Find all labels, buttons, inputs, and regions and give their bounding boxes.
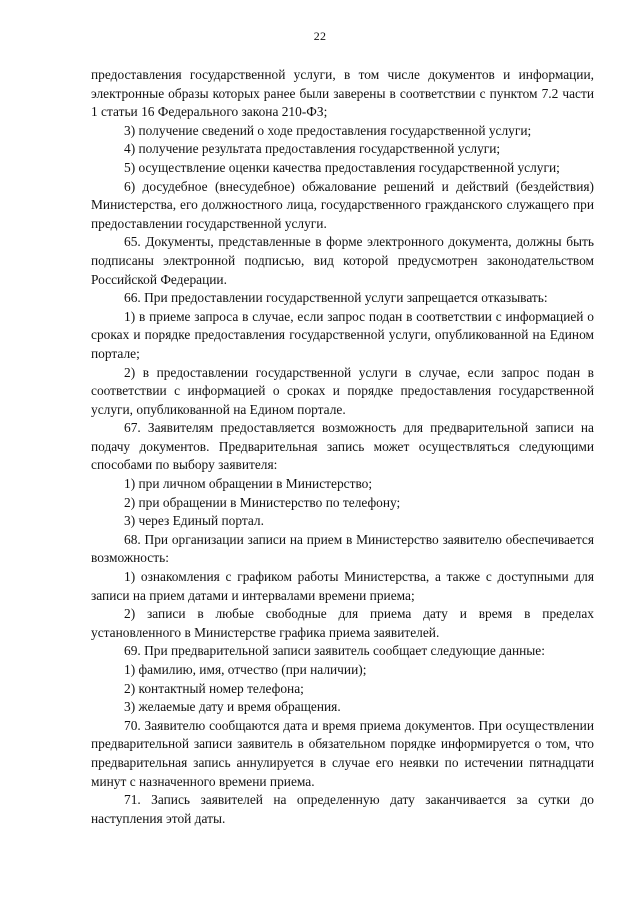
- paragraph-69: 69. При предварительной записи заявитель сообщает следующие данные:: [124, 643, 545, 659]
- list-item: 1) ознакомления с графиком работы Министерства, а также с доступными для записи на прием датами и интервалами времени приема;: [91, 569, 594, 603]
- list-item: 1) фамилию, имя, отчество (при наличии);: [124, 662, 367, 677]
- paragraph-67: 67. Заявителям предоставляется возможность для предварительной записи на подачу документов. Предварительная запись может осуществляться следующими способами по выбору заявителя:: [91, 420, 594, 473]
- document-body: [91, 66, 594, 828]
- list-item: 4) получение результата предоставления государственной услуги;: [124, 141, 501, 157]
- list-item: 1) в приеме запроса в случае, если запрос подан в соответствии с информацией о сроках и порядке предоставления государственной услуги, опубликованной на Едином портале;: [91, 308, 594, 361]
- paragraph-continuation: предоставления государственной услуги, в том числе документов и информации, электронные образы которых ранее были заверены в соответствии с пунктом 7.2 части 1 статьи 16 Федерального закона 210-ФЗ;: [91, 67, 594, 120]
- page-number: 22: [313, 29, 327, 43]
- list-item: 5) осуществление оценки качества предоставления государственной услуги;: [124, 159, 560, 175]
- paragraph-68: 68. При организации записи на прием в Министерство заявителю обеспечивается возможность:: [91, 531, 594, 566]
- list-item: 2) при обращении в Министерство по телефону;: [124, 494, 401, 510]
- list-item: 3) получение сведений о ходе предоставления государственной услуги;: [124, 122, 532, 138]
- list-item: 3) желаемые дату и время обращения.: [124, 699, 341, 715]
- list-item: 2) контактный номер телефона;: [124, 680, 304, 696]
- paragraph-71: 71. Запись заявителей на определенную дату заканчивается за сутки до наступления этой даты.: [91, 792, 594, 826]
- paragraph-65: 65. Документы, представленные в форме электронного документа, должны быть подписаны электронной подписью, вид которой предусмотрен законодательством Российской Федерации.: [91, 234, 594, 287]
- list-item: 2) в предоставлении государственной услуги в случае, если запрос подан в соответствии с информацией о сроках и порядке предоставления государственной услуги, опубликованной на Едином портале.: [91, 364, 594, 417]
- list-item: 1) при личном обращении в Министерство;: [124, 476, 373, 492]
- paragraph-66: 66. При предоставлении государственной услуги запрещается отказывать:: [124, 290, 548, 306]
- list-item: 3) через Единый портал.: [124, 513, 264, 529]
- paragraph-70: 70. Заявителю сообщаются дата и время приема документов. При осуществлении предварительной записи заявитель в обязательном порядке информируется о том, что предварительная запись аннулируется в случае его неявки по истечении пятнадцати минут с назначенного времени приема.: [91, 717, 594, 789]
- list-item: 6) досудебное (внесудебное) обжалование решений и действий (бездействия) Министерства, его должностного лица, государственного гражданского служащего при предоставлении государственной услуги.: [91, 178, 594, 231]
- list-item: 2) записи в любые свободные для приема дату и время в пределах установленного в Министерстве графика приема заявителей.: [91, 606, 594, 640]
